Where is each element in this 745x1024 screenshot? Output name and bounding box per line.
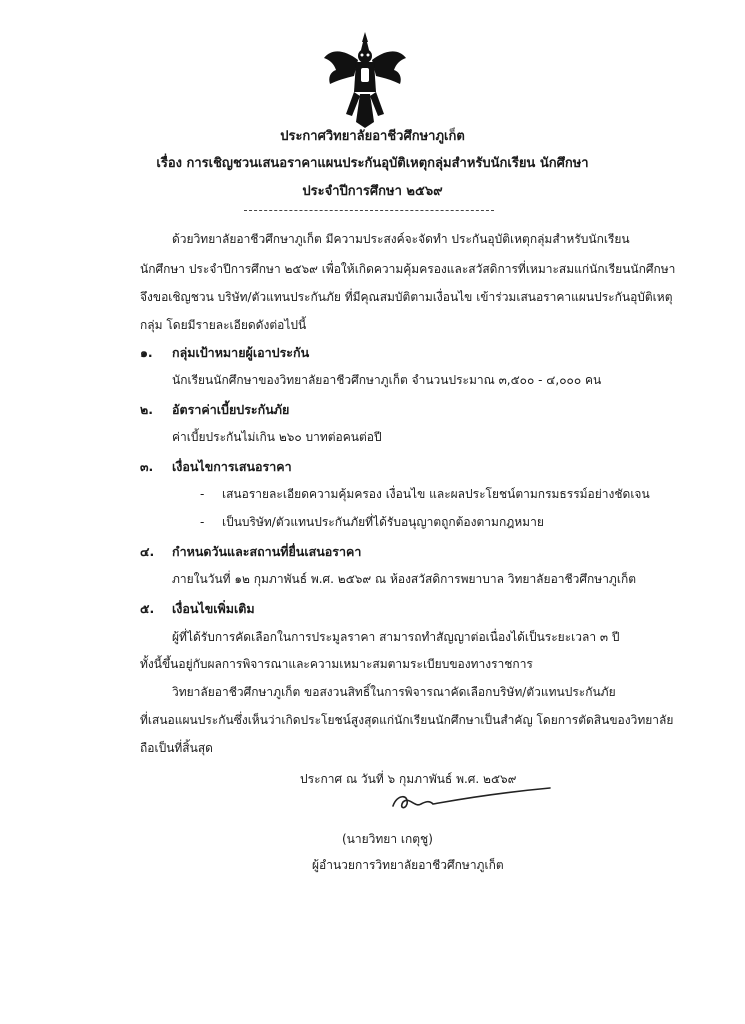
section-3-bullet-2 bbox=[200, 513, 544, 532]
section-4-body: ภายในวันที่ ๑๒ กุมภาพันธ์ พ.ศ. ๒๕๖๙ ณ ห้องสวัสดิการพยาบาล วิทยาลัยอาชีวศึกษาภูเก็ต bbox=[172, 572, 636, 586]
additional-p1-line-1: ผู้ที่ได้รับการคัดเลือกในการประมูลราคา สามารถทำสัญญาต่อเนื่องได้เป็นระยะเวลา ๓ ปี bbox=[172, 630, 620, 644]
garuda-emblem-icon bbox=[320, 30, 410, 130]
section-title: กลุ่มเป้าหมายผู้เอาประกัน bbox=[172, 345, 310, 360]
section-3-heading bbox=[140, 457, 292, 477]
handwritten-signature bbox=[385, 786, 555, 831]
section-number: ๔. bbox=[140, 544, 155, 559]
section-2-body: ค่าเบี้ยประกันไม่เกิน ๒๖๐ บาทต่อคนต่อปี bbox=[172, 430, 382, 444]
intro-line-1: ด้วยวิทยาลัยอาชีวศึกษาภูเก็ต มีความประสงค์จะจัดทำ ประกันอุบัติเหตุกลุ่มสำหรับนักเรียน bbox=[172, 232, 630, 246]
additional-p2-line-1: วิทยาลัยอาชีวศึกษาภูเก็ต ขอสงวนสิทธิ์ในการพิจารณาคัดเลือกบริษัท/ตัวแทนประกันภัย bbox=[172, 685, 616, 699]
additional-p1-line-2: ทั้งนี้ขึ้นอยู่กับผลการพิจารณาและความเหมาะสมตามระเบียบของทางราชการ bbox=[140, 657, 533, 671]
announcement-year: ประจำปีการศึกษา ๒๕๖๙ bbox=[302, 184, 443, 199]
section-title: เงื่อนไขเพิ่มเติม bbox=[172, 601, 255, 616]
additional-p2-line-3: ถือเป็นที่สิ้นสุด bbox=[140, 741, 213, 755]
intro-line-3: จึงขอเชิญชวน บริษัท/ตัวแทนประกันภัย ที่มีคุณสมบัติตามเงื่อนไข เข้าร่วมเสนอราคาแผนประกันอุบัติเหตุ bbox=[140, 290, 673, 304]
section-1-heading bbox=[140, 343, 309, 363]
section-number: ๓. bbox=[140, 459, 154, 474]
signer-position: ผู้อำนวยการวิทยาลัยอาชีวศึกษาภูเก็ต bbox=[312, 858, 504, 872]
bullet-text: เป็นบริษัท/ตัวแทนประกันภัยที่ได้รับอนุญาตถูกต้องตามกฎหมาย bbox=[222, 515, 544, 529]
signer-name: (นายวิทยา เกตุชู) bbox=[342, 832, 433, 846]
section-number: ๕. bbox=[140, 601, 155, 616]
bullet-text: เสนอรายละเอียดความคุ้มครอง เงื่อนไข และผลประโยชน์ตามกรมธรรม์อย่างชัดเจน bbox=[222, 487, 650, 501]
section-1-body: นักเรียนนักศึกษาของวิทยาลัยอาชีวศึกษาภูเก็ต จำนวนประมาณ ๓,๕๐๐ - ๔,๐๐๐ คน bbox=[172, 373, 602, 387]
section-3-bullet-1 bbox=[200, 485, 650, 504]
intro-line-2: นักศึกษา ประจำปีการศึกษา ๒๕๖๙ เพื่อให้เกิดความคุ้มครองและสวัสดิการที่เหมาะสมแก่นักเรียนนักศึกษา bbox=[140, 262, 676, 276]
title-divider bbox=[244, 210, 494, 211]
section-title: กำหนดวันและสถานที่ยื่นเสนอราคา bbox=[172, 544, 362, 559]
section-title: อัตราค่าเบี้ยประกันภัย bbox=[172, 402, 290, 417]
announcement-subject: เรื่อง การเชิญชวนเสนอราคาแผนประกันอุบัติเหตุกลุ่มสำหรับนักเรียน นักศึกษา bbox=[156, 156, 589, 171]
section-2-heading bbox=[140, 400, 289, 420]
bullet-dash: - bbox=[200, 487, 205, 501]
intro-line-4: กลุ่ม โดยมีรายละเอียดดังต่อไปนี้ bbox=[140, 318, 307, 332]
section-4-heading bbox=[140, 542, 361, 562]
announcement-date: ประกาศ ณ วันที่ ๖ กุมภาพันธ์ พ.ศ. ๒๕๖๙ bbox=[300, 772, 517, 786]
section-title: เงื่อนไขการเสนอราคา bbox=[172, 459, 292, 474]
section-number: ๑. bbox=[140, 345, 153, 360]
announcement-title: ประกาศวิทยาลัยอาชีวศึกษาภูเก็ต bbox=[280, 129, 465, 144]
section-number: ๒. bbox=[140, 402, 153, 417]
bullet-dash: - bbox=[200, 515, 205, 529]
additional-p2-line-2: ที่เสนอแผนประกันซึ่งเห็นว่าเกิดประโยชน์สูงสุดแก่นักเรียนนักศึกษาเป็นสำคัญ โดยการตัดสินของวิทยาลัย bbox=[140, 713, 674, 727]
section-5-heading bbox=[140, 599, 255, 619]
